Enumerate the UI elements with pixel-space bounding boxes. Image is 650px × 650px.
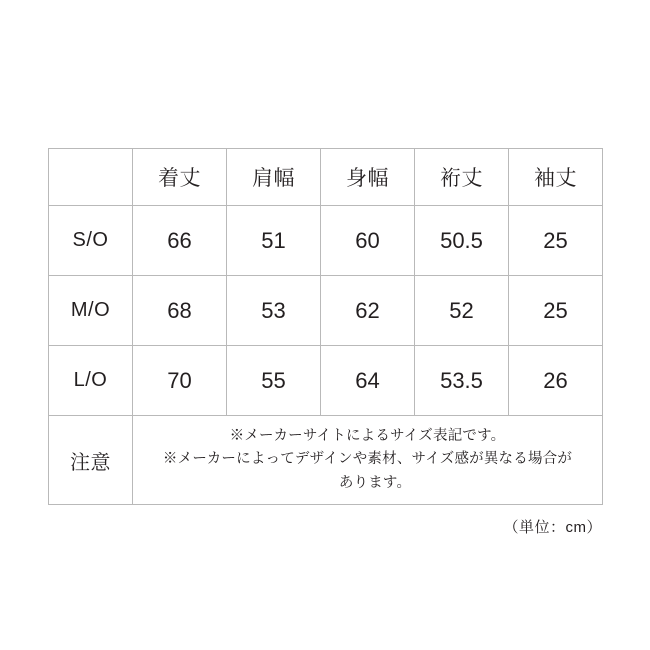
cell-2-4: 26 [509,346,603,416]
cell-0-0: 66 [133,206,227,276]
size-table-container [48,148,602,505]
cell-1-0: 68 [133,276,227,346]
note-label: 注意 [49,416,133,505]
note-line-2: あります。 [338,474,412,491]
table-corner-cell [49,149,133,206]
cell-0-2: 60 [321,206,415,276]
cell-0-4: 25 [509,206,603,276]
note-line-0: ※メーカーサイトによるサイズ表記です。 [229,427,506,444]
row-header-1: M/O [49,276,133,346]
column-header-3: 裄丈 [415,149,509,206]
column-header-2: 身幅 [321,149,415,206]
cell-0-3: 50.5 [415,206,509,276]
cell-2-1: 55 [227,346,321,416]
size-table [48,148,603,505]
unit-note: （単位：cm） [503,519,602,536]
table-header [49,149,603,206]
row-header-0: S/O [49,206,133,276]
cell-1-4: 25 [509,276,603,346]
table-row [49,276,603,346]
cell-2-3: 53.5 [415,346,509,416]
note-line-1: ※メーカーによってデザインや素材、サイズ感が異なる場合が [162,451,573,468]
column-header-0: 着丈 [133,149,227,206]
note-body [133,416,603,505]
cell-2-0: 70 [133,346,227,416]
table-body [49,206,603,505]
cell-1-1: 53 [227,276,321,346]
cell-2-2: 64 [321,346,415,416]
table-note-row [49,416,603,505]
column-header-1: 肩幅 [227,149,321,206]
column-header-4: 袖丈 [509,149,603,206]
cell-1-3: 52 [415,276,509,346]
table-row [49,206,603,276]
cell-0-1: 51 [227,206,321,276]
cell-1-2: 62 [321,276,415,346]
table-header-row [49,149,603,206]
row-header-2: L/O [49,346,133,416]
table-row [49,346,603,416]
